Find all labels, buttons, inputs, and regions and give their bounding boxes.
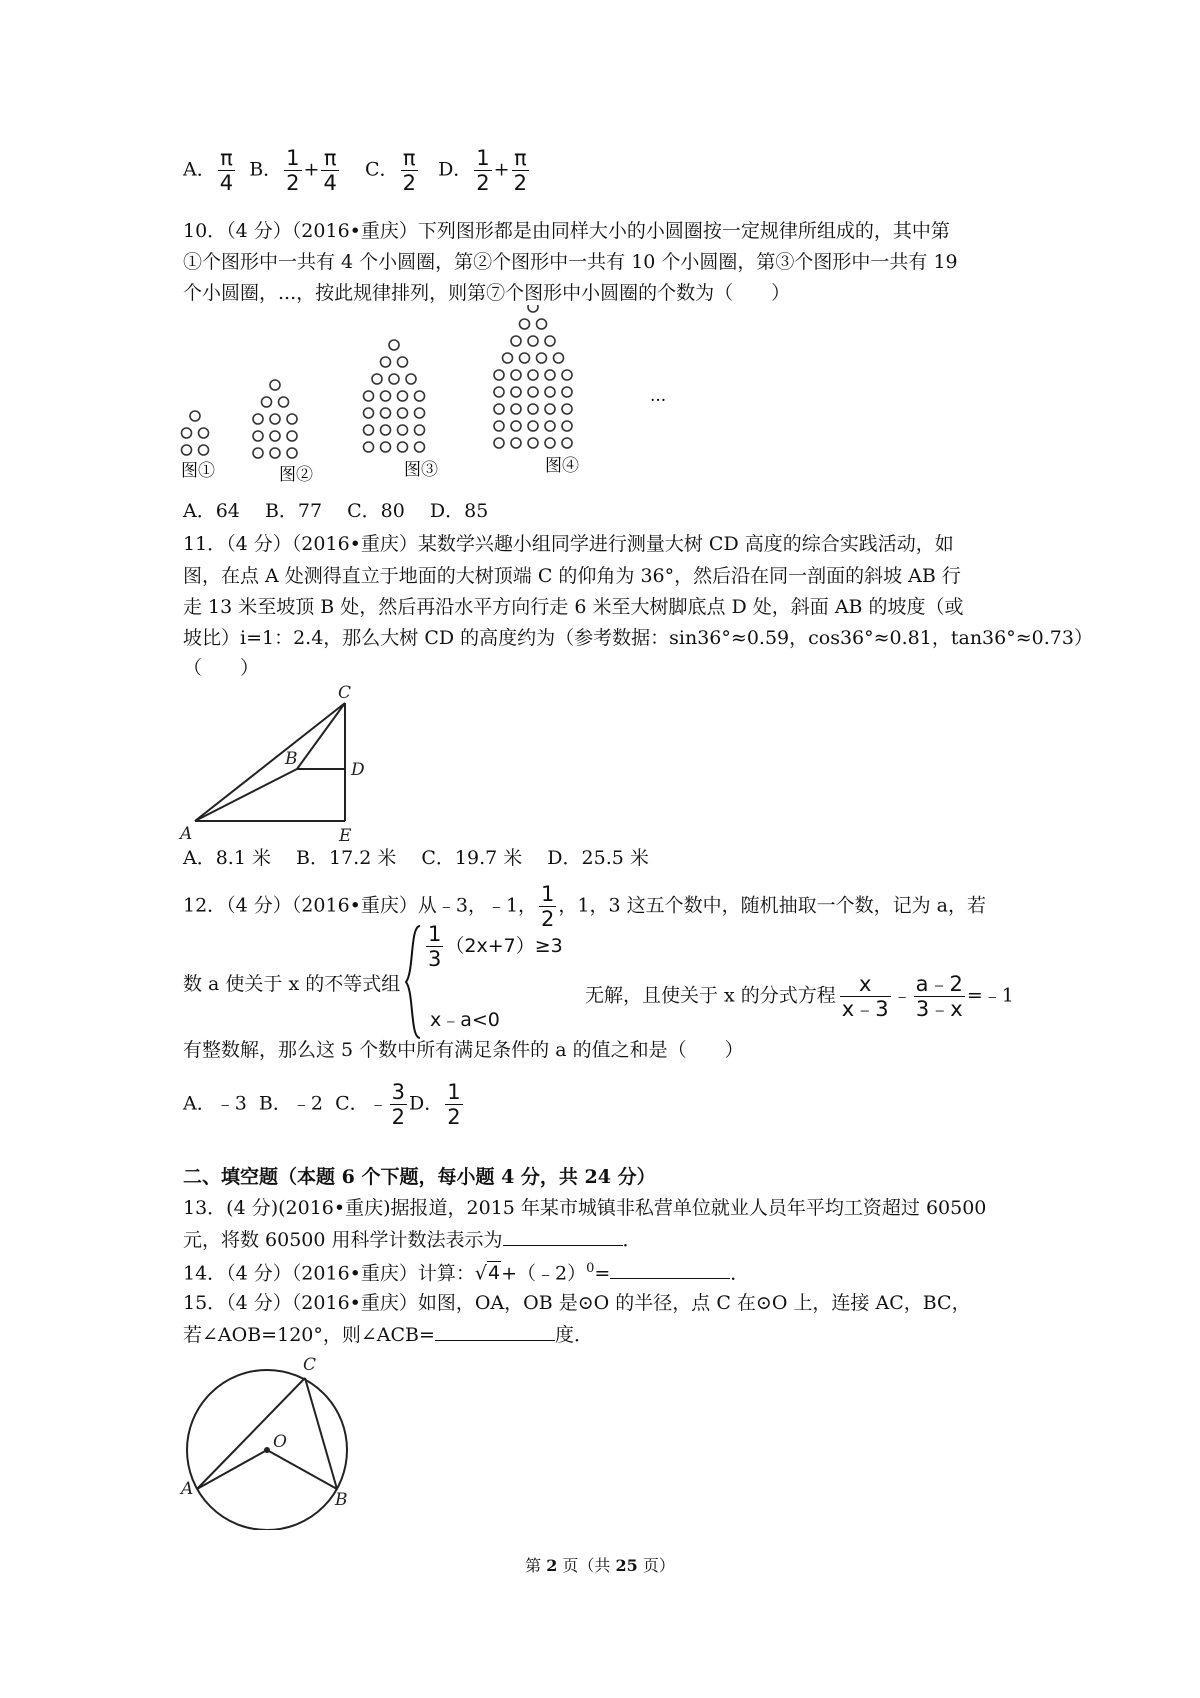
small-circle (545, 438, 555, 448)
small-circle (199, 428, 209, 438)
small-circle (511, 387, 521, 397)
small-circle (364, 408, 374, 418)
q15-line1: 15．（4 分）（2016•重庆）如图，OA，OB 是⊙O 的半径，点 C 在⊙O 上，连接 AC，BC， (183, 1292, 971, 1314)
small-circle (520, 353, 530, 363)
fraction: $\frac{\pi}{2}$ (402, 146, 416, 195)
answer-blank[interactable] (610, 1260, 730, 1279)
q11-line1: 11．（4 分）（2016•重庆）某数学兴趣小组同学进行测量大树 CD 高度的综合实践活动，如 (183, 533, 954, 555)
small-circle (270, 414, 280, 424)
small-circle (562, 370, 572, 380)
small-circle (270, 380, 280, 390)
small-circle (528, 370, 538, 380)
q12-line2: 数 a 使关于 x 的不等式组 (183, 973, 401, 995)
small-circle (279, 397, 289, 407)
section-heading: 二、填空题（本题 6 个下题，每小题 4 分，共 24 分） (183, 1166, 656, 1188)
fraction: $\frac{\pi}{2}$ (513, 146, 527, 195)
inequality-2: x﹣a<0 (430, 1009, 500, 1031)
small-circle (372, 374, 382, 384)
small-circle (262, 397, 272, 407)
point-O: O (273, 1432, 287, 1452)
small-circle (398, 425, 408, 435)
small-circle (528, 421, 538, 431)
small-circle (287, 414, 297, 424)
small-circle (287, 448, 297, 458)
small-circle (528, 305, 538, 312)
small-circle (494, 438, 504, 448)
page-footer: 第 2 页（共 25 页） (525, 1556, 675, 1575)
small-circle (545, 421, 555, 431)
small-circle (562, 387, 572, 397)
small-circle (381, 408, 391, 418)
small-circle (494, 387, 504, 397)
small-circle (381, 357, 391, 367)
ellipsis: ... (650, 386, 667, 406)
small-circle (545, 387, 555, 397)
point-C: C (338, 683, 352, 703)
small-circle (562, 404, 572, 414)
small-circle (520, 319, 530, 329)
small-circle (253, 414, 263, 424)
small-circle (554, 353, 564, 363)
q11-line3: 走 13 米至坡顶 B 处，然后再沿水平方向行走 6 米至大树脚底点 D 处，斜面 AB 的坡度（或 (183, 596, 964, 618)
small-circle (494, 404, 504, 414)
small-circle (528, 387, 538, 397)
small-circle (511, 404, 521, 414)
answer-blank[interactable] (503, 1227, 623, 1246)
small-circle (381, 391, 391, 401)
point-B: B (285, 749, 298, 769)
small-circle (398, 442, 408, 452)
inequality-system-brace (402, 922, 424, 1042)
small-circle (389, 374, 399, 384)
q13-line2: 元，将数 60500 用科学计数法表示为 ． (183, 1229, 642, 1251)
point-C: C (303, 1355, 317, 1375)
small-circle (364, 425, 374, 435)
q11-tree-slope-diagram (175, 680, 395, 845)
small-circle (537, 353, 547, 363)
small-circle (415, 391, 425, 401)
small-circle (253, 448, 263, 458)
q10-line3: 个小圆圈，...，按此规律排列，则第⑦个图形中小圆圈的个数为（ ） (183, 282, 791, 304)
small-circle (494, 421, 504, 431)
inequality-1: $\frac{1}{3}$ （2x+7）≥3 (428, 922, 563, 971)
small-circle (537, 319, 547, 329)
small-circle (511, 336, 521, 346)
small-circle (545, 404, 555, 414)
fraction: $\frac{1}{2}$ (286, 146, 300, 195)
small-circle (190, 411, 200, 421)
small-circle (511, 438, 521, 448)
fraction: $\frac{\pi}{4}$ (323, 146, 337, 195)
q11-line4: 坡比）i=1：2.4，那么大树 CD 的高度约为（参考数据：sin36°≈0.59，cos36°≈0.81，tan36°≈0.73） (183, 627, 1093, 649)
q12-options: A．﹣3 B．﹣2 C．﹣ $\frac{3}{2}$ D． $\frac{1}{2}$ (183, 1080, 461, 1129)
small-circle (562, 421, 572, 431)
q12-line1: 12．（4 分）（2016•重庆）从﹣3，﹣1， $\frac{1}{2}$ ，1，3 这五个数中，随机抽取一个数，记为 a，若 (183, 882, 987, 931)
q9-options: A． $\frac{\pi}{4}$ B． $\frac{1}{2}$ + $\frac{\pi}{4}$ C． $\frac{\pi}{2}$ D． $\frac{1}{2}$ + $\frac{\pi}{2}$ (183, 146, 527, 195)
fig-label-3: 图③ (404, 460, 438, 480)
small-circle (494, 370, 504, 380)
point-E: E (339, 826, 352, 845)
small-circle (270, 448, 280, 458)
small-circle (199, 445, 209, 455)
small-circle (406, 374, 416, 384)
answer-blank[interactable] (435, 1322, 555, 1341)
q11-line5: （ ） (183, 657, 260, 679)
small-circle (398, 357, 408, 367)
q14-line: 14．（4 分）（2016•重庆）计算：√4+（﹣2）$^0$= ． (183, 1261, 750, 1285)
fig-label-1: 图① (181, 461, 215, 481)
q12-line3: 有整数解，那么这 5 个数中所有满足条件的 a 的值之和是（ ） (183, 1039, 744, 1061)
small-circle (562, 438, 572, 448)
small-circle (398, 408, 408, 418)
point-A: A (181, 1479, 194, 1499)
q13-line1: 13．(4 分)(2016•重庆)据报道，2015 年某市城镇非私营单位就业人员年平均工资超过 60500 (183, 1197, 987, 1219)
small-circle (415, 408, 425, 418)
small-circle (545, 336, 555, 346)
q11-line2: 图，在点 A 处测得直立于地面的大树顶端 C 的仰角为 36°，然后沿在同一剖面的斜坡 AB 行 (183, 565, 961, 587)
small-circle (511, 370, 521, 380)
point-B: B (335, 1490, 348, 1510)
fig-label-2: 图② (279, 465, 313, 485)
small-circle (364, 442, 374, 452)
q15-circle-diagram (175, 1350, 355, 1530)
small-circle (364, 391, 374, 401)
small-circle (287, 431, 297, 441)
small-circle (528, 438, 538, 448)
small-circle (381, 442, 391, 452)
q12-line2-b: 无解，且使关于 x 的分式方程 $\frac{x}{x﹣3}$ ﹣ $\frac{a﹣2}{3﹣x}$ =﹣1 (585, 972, 1014, 1021)
q10-circle-pattern-figure (175, 305, 695, 495)
fraction: $\frac{1}{2}$ (541, 882, 555, 931)
fraction: $\frac{1}{2}$ (476, 146, 490, 195)
small-circle (381, 425, 391, 435)
point-A: A (180, 824, 193, 844)
small-circle (503, 353, 513, 363)
q10-line2: ①个图形中一共有 4 个小圆圈，第②个图形中一共有 10 个小圆圈，第③个图形中一共有 19 (183, 251, 958, 273)
q10-line1: 10．（4 分）（2016•重庆）下列图形都是由同样大小的小圆圈按一定规律所组成的，其中第 (183, 220, 950, 242)
small-circle (182, 428, 192, 438)
small-circle (182, 445, 192, 455)
fig-label-4: 图④ (545, 456, 579, 476)
small-circle (253, 431, 263, 441)
small-circle (398, 391, 408, 401)
small-circle (389, 340, 399, 350)
small-circle (528, 404, 538, 414)
sqrt-symbol: √ (474, 1262, 487, 1285)
fraction: $\frac{\pi}{4}$ (219, 146, 234, 195)
small-circle (415, 442, 425, 452)
small-circle (415, 425, 425, 435)
q11-options: A．8.1 米 B．17.2 米 C．19.7 米 D．25.5 米 (183, 847, 649, 869)
small-circle (270, 431, 280, 441)
small-circle (511, 421, 521, 431)
q15-line2: 若∠AOB=120°，则∠ACB= 度． (183, 1324, 593, 1346)
point-D: D (351, 760, 365, 780)
small-circle (528, 336, 538, 346)
q10-options: A．64 B．77 C．80 D．85 (183, 500, 489, 522)
small-circle (545, 370, 555, 380)
